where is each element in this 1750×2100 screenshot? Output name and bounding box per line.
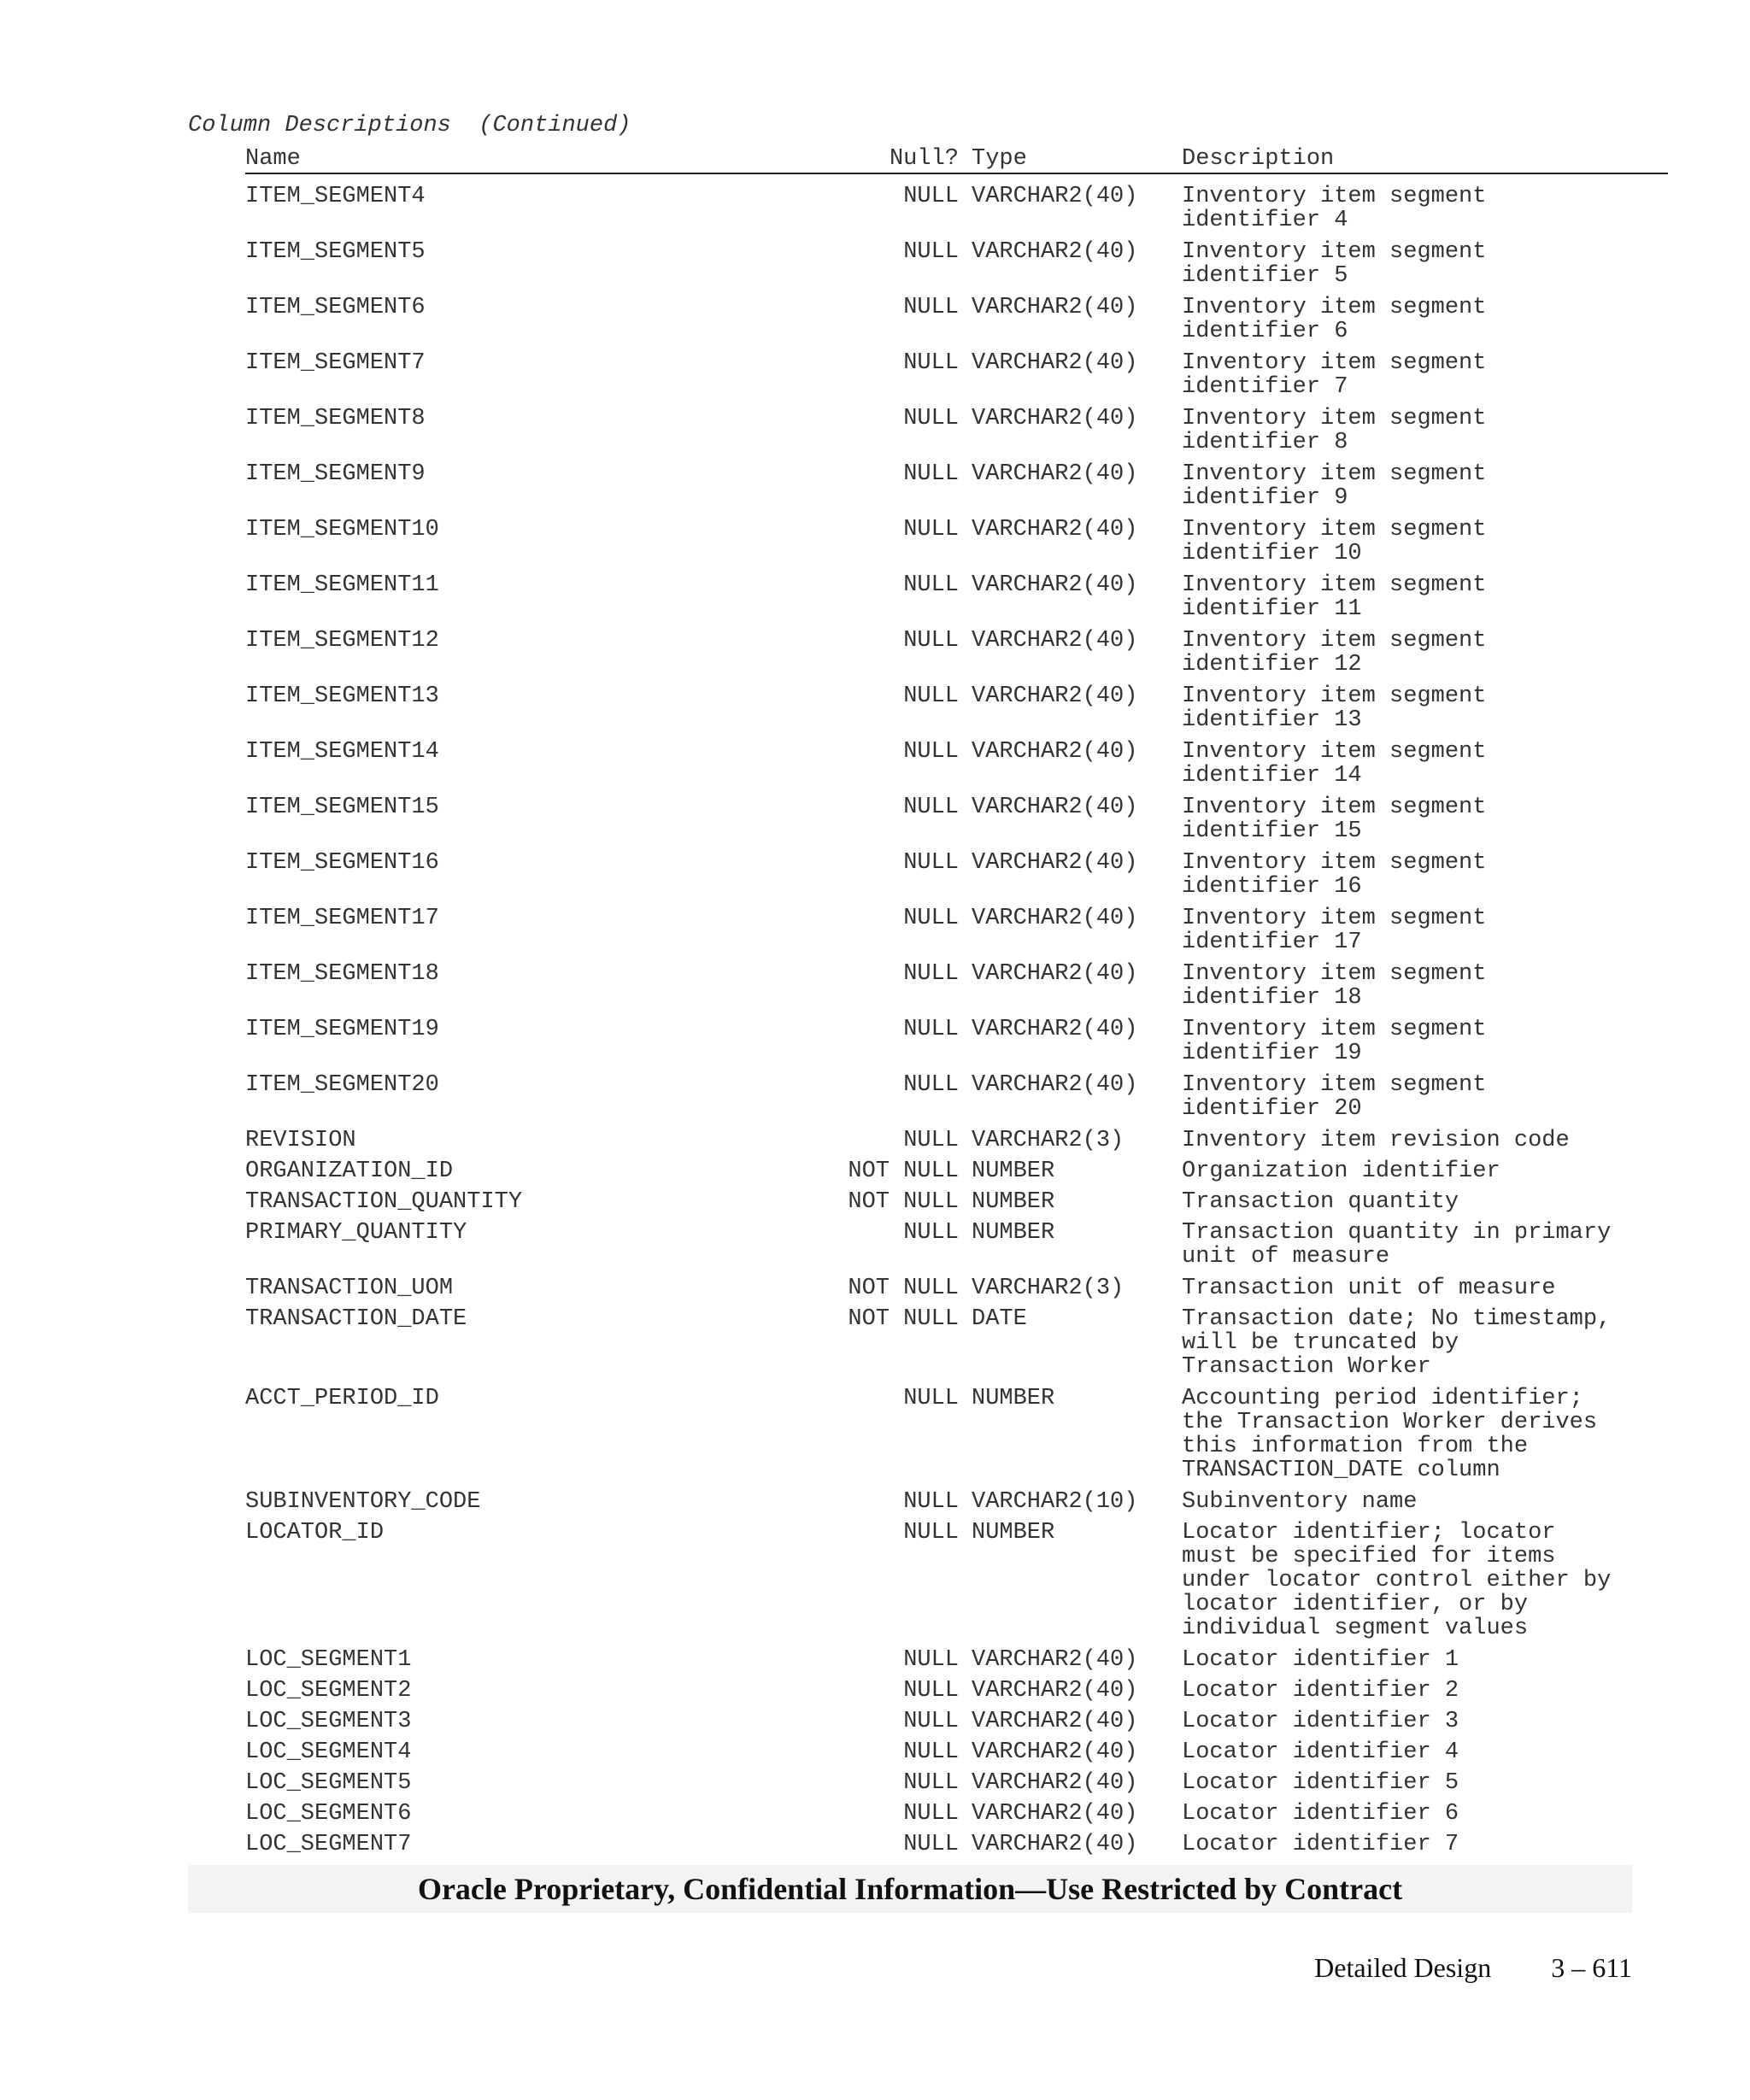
data-type: VARCHAR2(10): [972, 1489, 1138, 1515]
data-type: VARCHAR2(40): [972, 295, 1138, 320]
header-name: Name: [245, 146, 301, 172]
data-type: VARCHAR2(40): [972, 1072, 1138, 1098]
nullability: NULL: [903, 961, 959, 987]
column-name: LOC_SEGMENT5: [245, 1770, 412, 1796]
column-name: ITEM_SEGMENT7: [245, 350, 426, 376]
column-description: Inventory item segment identifier 5: [1182, 239, 1487, 289]
column-description: Inventory item revision code: [1182, 1128, 1570, 1153]
nullability: NULL: [903, 517, 959, 543]
column-name: ITEM_SEGMENT12: [245, 628, 439, 654]
column-description: Locator identifier 7: [1182, 1832, 1459, 1857]
column-description: Inventory item segment identifier 16: [1182, 850, 1487, 900]
section-title: Column Descriptions (Continued): [188, 113, 631, 138]
data-type: VARCHAR2(40): [972, 850, 1138, 876]
data-type: VARCHAR2(40): [972, 1017, 1138, 1042]
column-name: ITEM_SEGMENT18: [245, 961, 439, 987]
column-description: Locator identifier 2: [1182, 1678, 1459, 1704]
column-description: Inventory item segment identifier 18: [1182, 961, 1487, 1011]
nullability: NOT NULL: [848, 1159, 959, 1184]
footer-page-number: 3 – 611: [1551, 1952, 1632, 1983]
nullability: NOT NULL: [848, 1189, 959, 1215]
column-name: LOCATOR_ID: [245, 1520, 385, 1546]
data-type: NUMBER: [972, 1189, 1055, 1215]
column-description: Inventory item segment identifier 17: [1182, 906, 1487, 955]
nullability: NULL: [903, 906, 959, 931]
column-description: Inventory item segment identifier 6: [1182, 295, 1487, 344]
data-type: VARCHAR2(40): [972, 1678, 1138, 1704]
nullability: NULL: [903, 461, 959, 487]
nullability: NULL: [903, 1520, 959, 1546]
banner-text: Oracle Proprietary, Confidential Information––Use Restricted by Contract: [417, 1872, 1403, 1906]
column-name: PRIMARY_QUANTITY: [245, 1220, 467, 1246]
nullability: NULL: [903, 239, 959, 265]
column-name: LOC_SEGMENT6: [245, 1801, 412, 1827]
column-name: TRANSACTION_QUANTITY: [245, 1189, 523, 1215]
nullability: NULL: [903, 350, 959, 376]
column-name: LOC_SEGMENT7: [245, 1832, 412, 1857]
data-type: VARCHAR2(40): [972, 1770, 1138, 1796]
column-description: Inventory item segment identifier 9: [1182, 461, 1487, 511]
nullability: NULL: [903, 572, 959, 598]
data-type: VARCHAR2(3): [972, 1276, 1125, 1301]
column-description: Inventory item segment identifier 8: [1182, 406, 1487, 455]
column-description: Locator identifier 5: [1182, 1770, 1459, 1796]
column-descriptions-table: [245, 144, 1668, 1863]
data-type: NUMBER: [972, 1386, 1055, 1411]
nullability: NULL: [903, 295, 959, 320]
data-type: VARCHAR2(40): [972, 628, 1138, 654]
column-description: Inventory item segment identifier 14: [1182, 739, 1487, 789]
column-description: Transaction date; No timestamp, will be truncated by Transaction Worker: [1182, 1306, 1612, 1380]
column-name: LOC_SEGMENT4: [245, 1739, 412, 1765]
column-description: Inventory item segment identifier 4: [1182, 184, 1487, 233]
column-name: LOC_SEGMENT2: [245, 1678, 412, 1704]
column-name: ACCT_PERIOD_ID: [245, 1386, 439, 1411]
column-description: Locator identifier 4: [1182, 1739, 1459, 1765]
header-null: Null?: [889, 146, 959, 172]
nullability: NULL: [903, 1709, 959, 1734]
data-type: NUMBER: [972, 1520, 1055, 1546]
data-type: NUMBER: [972, 1220, 1055, 1246]
column-description: Inventory item segment identifier 13: [1182, 683, 1487, 733]
column-description: Inventory item segment identifier 20: [1182, 1072, 1487, 1122]
column-name: ORGANIZATION_ID: [245, 1159, 454, 1184]
data-type: VARCHAR2(40): [972, 406, 1138, 431]
data-type: VARCHAR2(40): [972, 1739, 1138, 1765]
column-name: LOC_SEGMENT3: [245, 1709, 412, 1734]
column-name: LOC_SEGMENT1: [245, 1647, 412, 1673]
nullability: NULL: [903, 1017, 959, 1042]
nullability: NULL: [903, 850, 959, 876]
column-name: ITEM_SEGMENT4: [245, 184, 426, 209]
nullability: NULL: [903, 184, 959, 209]
nullability: NULL: [903, 1832, 959, 1857]
nullability: NULL: [903, 406, 959, 431]
column-name: ITEM_SEGMENT11: [245, 572, 439, 598]
table-body: [245, 174, 1668, 1863]
data-type: VARCHAR2(40): [972, 795, 1138, 820]
data-type: VARCHAR2(40): [972, 683, 1138, 709]
data-type: VARCHAR2(3): [972, 1128, 1125, 1153]
column-description: Inventory item segment identifier 15: [1182, 795, 1487, 844]
column-name: ITEM_SEGMENT8: [245, 406, 426, 431]
column-description: Locator identifier 1: [1182, 1647, 1459, 1673]
header-type: Type: [972, 146, 1027, 172]
column-description: Inventory item segment identifier 11: [1182, 572, 1487, 622]
header-description: Description: [1182, 146, 1335, 172]
nullability: NULL: [903, 795, 959, 820]
data-type: DATE: [972, 1306, 1027, 1332]
nullability: NULL: [903, 683, 959, 709]
data-type: VARCHAR2(40): [972, 1709, 1138, 1734]
column-name: ITEM_SEGMENT6: [245, 295, 426, 320]
data-type: VARCHAR2(40): [972, 1801, 1138, 1827]
column-name: TRANSACTION_DATE: [245, 1306, 467, 1332]
column-description: Subinventory name: [1182, 1489, 1418, 1515]
column-name: ITEM_SEGMENT14: [245, 739, 439, 765]
nullability: NULL: [903, 1739, 959, 1765]
nullability: NULL: [903, 628, 959, 654]
nullability: NULL: [903, 1220, 959, 1246]
table-header: [245, 144, 1668, 174]
column-description: Inventory item segment identifier 10: [1182, 517, 1487, 566]
data-type: VARCHAR2(40): [972, 572, 1138, 598]
column-description: Transaction quantity: [1182, 1189, 1459, 1215]
nullability: NULL: [903, 1770, 959, 1796]
column-name: ITEM_SEGMENT5: [245, 239, 426, 265]
column-name: ITEM_SEGMENT15: [245, 795, 439, 820]
data-type: VARCHAR2(40): [972, 1832, 1138, 1857]
data-type: VARCHAR2(40): [972, 739, 1138, 765]
data-type: VARCHAR2(40): [972, 1647, 1138, 1673]
column-name: ITEM_SEGMENT19: [245, 1017, 439, 1042]
column-name: SUBINVENTORY_CODE: [245, 1489, 481, 1515]
data-type: VARCHAR2(40): [972, 517, 1138, 543]
data-type: VARCHAR2(40): [972, 961, 1138, 987]
footer-section: Detailed Design: [1314, 1952, 1492, 1983]
column-description: Inventory item segment identifier 7: [1182, 350, 1487, 400]
nullability: NOT NULL: [848, 1306, 959, 1332]
data-type: VARCHAR2(40): [972, 906, 1138, 931]
nullability: NULL: [903, 1128, 959, 1153]
column-description: Inventory item segment identifier 19: [1182, 1017, 1487, 1066]
nullability: NULL: [903, 1489, 959, 1515]
page-footer: [1314, 1952, 1632, 1984]
data-type: VARCHAR2(40): [972, 184, 1138, 209]
column-description: Locator identifier 6: [1182, 1801, 1459, 1827]
data-type: VARCHAR2(40): [972, 350, 1138, 376]
nullability: NULL: [903, 1386, 959, 1411]
column-description: Organization identifier: [1182, 1159, 1500, 1184]
column-name: ITEM_SEGMENT10: [245, 517, 439, 543]
column-description: Transaction unit of measure: [1182, 1276, 1556, 1301]
data-type: VARCHAR2(40): [972, 461, 1138, 487]
data-type: VARCHAR2(40): [972, 239, 1138, 265]
column-name: REVISION: [245, 1128, 356, 1153]
column-description: Locator identifier; locator must be specified for items under locator control either by locator identifier, or by individual segment values: [1182, 1520, 1612, 1641]
column-name: TRANSACTION_UOM: [245, 1276, 454, 1301]
nullability: NULL: [903, 1801, 959, 1827]
column-name: ITEM_SEGMENT13: [245, 683, 439, 709]
confidentiality-banner: [188, 1865, 1632, 1913]
nullability: NOT NULL: [848, 1276, 959, 1301]
nullability: NULL: [903, 739, 959, 765]
column-name: ITEM_SEGMENT16: [245, 850, 439, 876]
column-name: ITEM_SEGMENT20: [245, 1072, 439, 1098]
column-name: ITEM_SEGMENT17: [245, 906, 439, 931]
column-description: Transaction quantity in primary unit of measure: [1182, 1220, 1612, 1270]
column-description: Inventory item segment identifier 12: [1182, 628, 1487, 678]
nullability: NULL: [903, 1072, 959, 1098]
data-type: NUMBER: [972, 1159, 1055, 1184]
nullability: NULL: [903, 1647, 959, 1673]
column-description: Accounting period identifier; the Transaction Worker derives this information from the TRANSACTION_DATE column: [1182, 1386, 1598, 1483]
nullability: NULL: [903, 1678, 959, 1704]
column-name: ITEM_SEGMENT9: [245, 461, 426, 487]
column-description: Locator identifier 3: [1182, 1709, 1459, 1734]
